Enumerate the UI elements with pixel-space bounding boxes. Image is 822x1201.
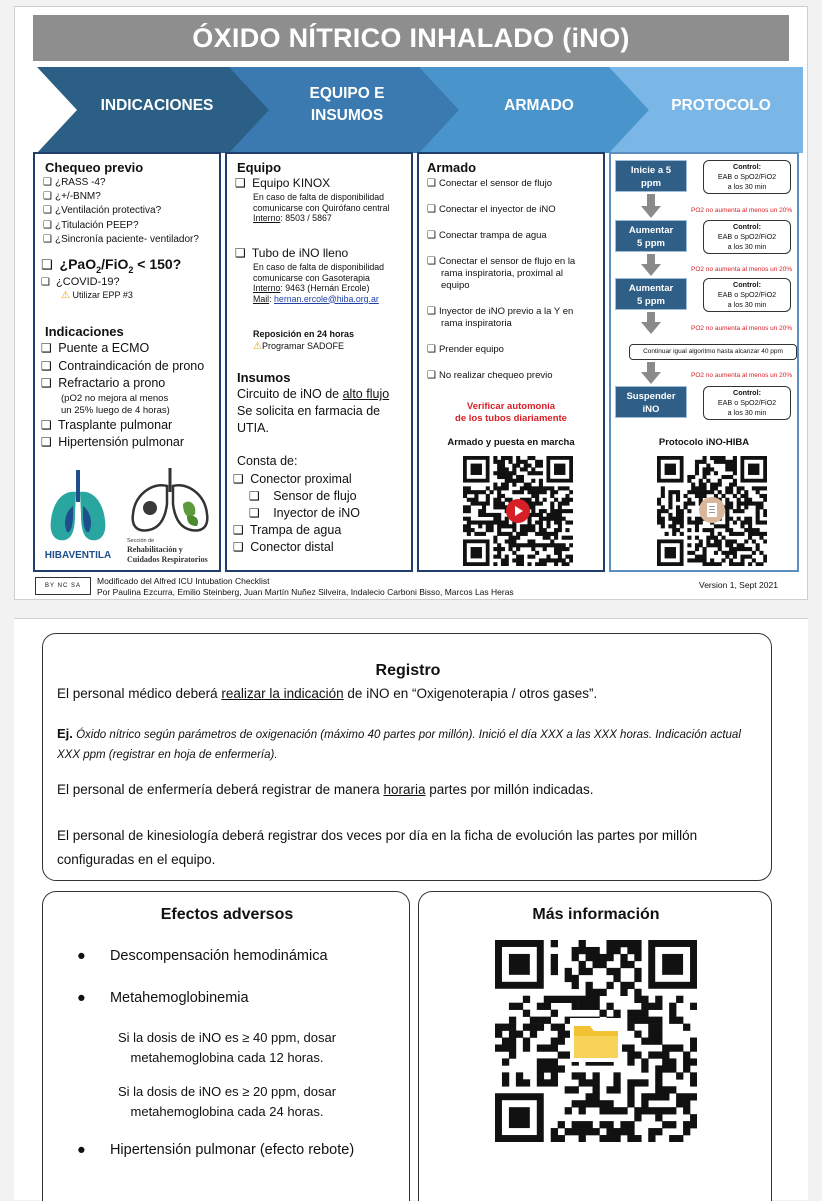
- indicaciones-list: ❑ Puente a ECMO ❑ Contraindicación de prono ❑ Refractario a prono (pO2 no mejora al menos un 25% luego de 4 horas) ❑ Trasplante pulmonar ❑ Hipertensión pulmonar: [41, 341, 205, 449]
- step-armado: ARMADO: [504, 97, 574, 114]
- registro-box: [42, 633, 772, 881]
- efecto-2: ● Metahemoglobinemia: [77, 990, 249, 1006]
- efecto-3: ● Hipertensión pulmonar (efecto rebote): [77, 1142, 355, 1158]
- step-inicie: Inicie a 5 ppm: [615, 160, 687, 192]
- armado-heading: Armado: [427, 160, 477, 175]
- equipo-heading: Equipo: [237, 160, 282, 175]
- sadofe-warning: ⚠Programar SADOFE: [253, 341, 344, 352]
- efectos-title: Efectos adversos: [160, 906, 294, 923]
- continue-algorithm-box: Continuar igual algoritmo hasta alcanzar 40 ppm: [629, 344, 797, 360]
- arrow-down-icon: [641, 254, 661, 276]
- po2-note-2: PO2 no aumenta al menos un 20%: [691, 266, 793, 273]
- footer-version: Version 1, Sept 2021: [699, 580, 778, 590]
- registro-title: Registro: [375, 662, 441, 679]
- lungs-logo: [125, 464, 215, 534]
- step-aumentar-1: Aumentar 5 ppm: [615, 220, 687, 252]
- svg-text:HIBAVENTILA: HIBAVENTILA: [44, 550, 112, 561]
- logo2-line2: Rehabilitación y: [127, 545, 183, 554]
- protocolo-column: [609, 152, 799, 572]
- indicaciones-heading: Indicaciones: [45, 324, 124, 339]
- logo2-line1: Sección de: [127, 538, 155, 544]
- step-aumentar-2: Aumentar 5 ppm: [615, 278, 687, 310]
- step-suspender: Suspender iNO: [615, 386, 687, 418]
- chequeo-list: ❑ ¿RASS -4? ❑ ¿+/-BNM? ❑ ¿Ventilación protectiva? ❑ ¿Titulación PEEP? ❑ ¿Sincronía paciente- ventilador?: [43, 177, 199, 245]
- indicaciones-column: [33, 152, 221, 572]
- efecto-1: ● Descompensación hemodinámica: [77, 948, 328, 964]
- document-icon: [699, 497, 725, 523]
- po2-note-3: PO2 no aumenta al menos un 20%: [691, 325, 793, 332]
- cc-license-icon: BY NC SA: [35, 577, 91, 595]
- kinox-check: ❑ Equipo KINOX: [235, 176, 331, 190]
- verify-note: Verificar automonía de los tubos diariamente: [455, 401, 567, 424]
- youtube-icon: [506, 499, 530, 523]
- armado-qr-label: Armado y puesta en marcha: [447, 437, 575, 448]
- tubo-note: En caso de falta de disponibilidad comunicarse con Gasoterapia Interno: 9463 (Hernán Ercole) Mail: hernan.ercole@hiba.org.ar: [253, 262, 385, 304]
- kinox-note: En caso de falta de disponibilidad comunicarse con Quirófano central Interno: 8503 / 5867: [253, 192, 390, 223]
- page-title: ÓXIDO NÍTRICO INHALADO (iNO): [33, 15, 789, 61]
- step-indicaciones: INDICACIONES: [100, 97, 214, 114]
- control-box-2: Control: EAB o SpO2/FiO2 a los 30 min: [703, 220, 791, 254]
- insumos-heading: Insumos: [237, 370, 291, 385]
- arrow-down-icon: [641, 194, 661, 218]
- tubo-check: ❑ Tubo de iNO lleno: [235, 246, 349, 260]
- po2-note-1: PO2 no aumenta al menos un 20%: [691, 207, 793, 214]
- control-box-4: Control: EAB o SpO2/FiO2 a los 30 min: [703, 386, 791, 420]
- registro-p1: El personal médico deberá realizar la indicación de iNO en “Oxigenoterapia / otros gases”.: [57, 686, 598, 701]
- armado-list: ❑ Conectar el sensor de flujo ❑ Conectar el inyector de iNO ❑ Conectar trampa de agua ❑ Conectar el sensor de flujo en la rama inspiratoria, proximal al equipo ❑ Inyector de iNO previo a la Y en rama inspiratoria ❑ Prender equipo ❑ No realizar chequeo previo: [427, 178, 576, 381]
- registro-ejemplo: Ej. Óxido nítrico según parámetros de oxigenación (máximo 40 partes por millón). Inició el día XXX a las XXX horas. Indicación actual XXX ppm (registrar en hoja de enfermería).: [57, 726, 741, 761]
- details-page: [14, 618, 808, 1200]
- control-box-1: Control: EAB o SpO2/FiO2 a los 30 min: [703, 160, 791, 194]
- infographic-page: [14, 6, 808, 600]
- step-protocolo: PROTOCOLO: [671, 97, 771, 114]
- efecto-note-2: Si la dosis de iNO es ≥ 20 ppm, dosar metahemoglobina cada 24 horas.: [117, 1084, 337, 1119]
- warning-icon: ⚠: [253, 341, 262, 352]
- insumos-text: Circuito de iNO de alto flujo Se solicita en farmacia de UTIA.: [237, 387, 390, 435]
- footer-credits: Modificado del Alfred ICU Intubation Checklist Por Paulina Ezcurra, Emilio Steinberg, Juan Martín Nuñez Silveira, Indalecio Carboni Bisso, Marcos Las Heras: [97, 576, 514, 597]
- epp-warning: ⚠ Utilizar EPP #3: [61, 290, 133, 301]
- arrow-down-icon: [641, 362, 661, 384]
- armado-column: [417, 152, 605, 572]
- warning-icon: ⚠: [61, 290, 70, 301]
- registro-p3: El personal de enfermería deberá registrar de manera horaria partes por millón indicadas.: [57, 782, 594, 797]
- consta-list: ❑ Conector proximal ❑ Sensor de flujo ❑ Inyector de iNO ❑ Trampa de agua ❑ Conector distal: [233, 472, 361, 554]
- consta-label: Consta de:: [237, 454, 298, 468]
- reposicion-label: Reposición en 24 horas: [253, 329, 355, 339]
- info-title: Más información: [532, 906, 660, 923]
- protocolo-qr-label: Protocolo iNO-HIBA: [658, 437, 750, 448]
- pao2-criterion: ❑ ¿PaO$_2$/FiO$_2$ < 150?: [41, 256, 182, 275]
- chequeo-heading: Chequeo previo: [45, 160, 144, 175]
- efectos-box: [42, 891, 410, 1201]
- arrow-down-icon: [641, 312, 661, 334]
- info-box: [418, 891, 772, 1201]
- hibaventila-logo: [43, 462, 113, 562]
- po2-note-4: PO2 no aumenta al menos un 20%: [691, 372, 793, 379]
- mail-link[interactable]: hernan.ercole@hiba.org.ar: [274, 293, 379, 304]
- efecto-note-1: Si la dosis de iNO es ≥ 40 ppm, dosar metahemoglobina cada 12 horas.: [117, 1030, 337, 1065]
- folder-icon: [570, 1018, 622, 1062]
- equipo-column: [225, 152, 413, 572]
- covid-check: ❑ ¿COVID-19?: [41, 276, 120, 288]
- registro-p4: El personal de kinesiología deberá registrar dos veces por día en la ficha de evolución las partes por millón configuradas en el equipo.: [57, 828, 698, 867]
- control-box-3: Control: EAB o SpO2/FiO2 a los 30 min: [703, 278, 791, 312]
- step-equipo: EQUIPO E INSUMOS: [309, 85, 385, 124]
- logo2-line3: Cuidados Respiratorios: [127, 555, 208, 564]
